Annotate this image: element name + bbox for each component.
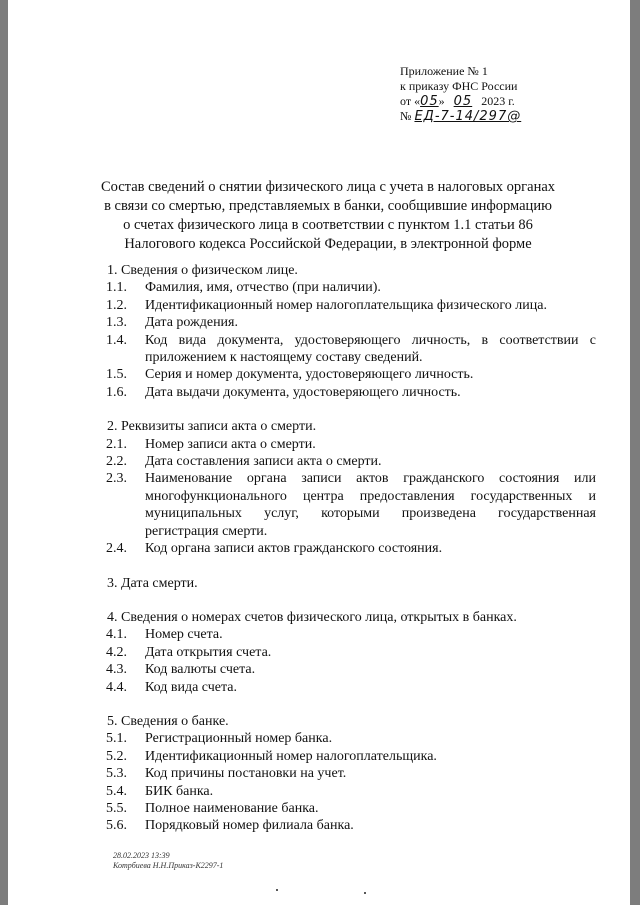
title-line: о счетах физического лица в соответствии с пунктом 1.1 статьи 86 bbox=[123, 217, 533, 233]
item-number: 5.4. bbox=[106, 783, 127, 799]
item-text: Код вида счета. bbox=[145, 679, 237, 695]
section-gap bbox=[106, 592, 596, 609]
list-item bbox=[106, 644, 596, 661]
date-prefix: от « bbox=[400, 94, 421, 108]
section-heading: 4. Сведения о номерах счетов физического лица, открытых в банках. bbox=[107, 609, 517, 625]
item-number: 1.1. bbox=[106, 280, 127, 296]
document-body bbox=[106, 262, 596, 835]
item-number: 1.4. bbox=[106, 332, 127, 348]
print-footer bbox=[113, 851, 223, 871]
number-value: ЕД-7-14/297@ bbox=[414, 109, 522, 124]
footer-author: Котрбиева Н.Н.Приказ-К2297-1 bbox=[113, 861, 224, 870]
list-item bbox=[106, 540, 596, 557]
list-item bbox=[106, 730, 596, 747]
list-item bbox=[106, 279, 596, 296]
section-heading: 5. Сведения о банке. bbox=[107, 713, 229, 729]
list-item bbox=[106, 366, 596, 383]
item-number: 4.3. bbox=[106, 662, 127, 678]
list-item bbox=[106, 661, 596, 678]
title-line: Состав сведений о снятии физического лица с учета в налоговых органах bbox=[100, 179, 556, 195]
list-item bbox=[106, 765, 596, 782]
list-item bbox=[106, 297, 596, 314]
item-text: Регистрационный номер банка. bbox=[145, 731, 333, 747]
scan-speck bbox=[364, 892, 366, 894]
order-reference: к приказу ФНС России bbox=[400, 79, 518, 93]
date-year: 2023 г. bbox=[481, 94, 515, 108]
item-number: 1.3. bbox=[106, 315, 127, 331]
item-text: Код причины постановки на учет. bbox=[145, 766, 347, 782]
item-text: Дата выдачи документа, удостоверяющего личность. bbox=[145, 384, 461, 400]
footer-timestamp: 28.02.2023 13:39 bbox=[113, 851, 170, 860]
item-number: 1.2. bbox=[106, 297, 127, 313]
item-number: 4.2. bbox=[106, 644, 127, 660]
title-line: в связи со смертью, представляемых в банки, сообщившие информацию bbox=[104, 198, 552, 214]
list-item bbox=[106, 384, 596, 401]
item-number: 5.1. bbox=[106, 731, 127, 747]
date-month: 05 bbox=[453, 94, 473, 109]
appendix-header bbox=[400, 64, 600, 124]
list-item bbox=[106, 626, 596, 643]
document-title bbox=[68, 178, 588, 254]
appendix-label: Приложение № 1 bbox=[400, 64, 488, 78]
item-number: 2.3. bbox=[106, 471, 127, 487]
item-number: 4.4. bbox=[106, 679, 127, 695]
item-text: Идентификационный номер налогоплательщика физического лица. bbox=[145, 297, 547, 313]
item-number: 2.1. bbox=[106, 436, 127, 452]
item-number: 5.5. bbox=[106, 800, 127, 816]
section-heading: 3. Дата смерти. bbox=[107, 575, 198, 591]
list-item bbox=[106, 314, 596, 331]
list-item bbox=[106, 748, 596, 765]
list-item bbox=[106, 679, 596, 696]
section-gap bbox=[106, 558, 596, 575]
item-text: Код органа записи актов гражданского состояния. bbox=[145, 541, 443, 557]
item-text: БИК банка. bbox=[145, 783, 214, 799]
item-text: Идентификационный номер налогоплательщика. bbox=[145, 748, 437, 764]
item-number: 4.1. bbox=[106, 627, 127, 643]
list-item bbox=[106, 817, 596, 834]
section-heading: 1. Сведения о физическом лице. bbox=[107, 263, 298, 278]
order-number bbox=[400, 109, 600, 124]
date-mid: » bbox=[438, 94, 445, 108]
list-item bbox=[106, 436, 596, 453]
item-text: Дата открытия счета. bbox=[145, 644, 272, 660]
list-item bbox=[106, 453, 596, 470]
item-text: Дата составления записи акта о смерти. bbox=[145, 454, 382, 470]
item-number: 5.3. bbox=[106, 766, 127, 782]
item-number: 5.6. bbox=[106, 818, 127, 834]
item-number: 2.2. bbox=[106, 454, 127, 470]
list-item bbox=[106, 800, 596, 817]
title-line: Налогового кодекса Российской Федерации, в электронной форме bbox=[124, 236, 532, 252]
number-prefix: № bbox=[400, 109, 412, 123]
item-text: Номер счета. bbox=[145, 627, 223, 643]
document-page bbox=[8, 0, 630, 905]
item-text: Номер записи акта о смерти. bbox=[145, 436, 316, 452]
item-text: Порядковый номер филиала банка. bbox=[145, 818, 354, 834]
item-text: Код вида документа, удостоверяющего личность, в соответствии с приложением к настоящему составу сведений. bbox=[145, 332, 596, 366]
scan-speck bbox=[276, 889, 278, 891]
section-gap bbox=[106, 696, 596, 713]
date-day: 05 bbox=[420, 94, 439, 109]
section-gap bbox=[106, 401, 596, 418]
item-text: Полное наименование банка. bbox=[145, 800, 319, 816]
item-text: Дата рождения. bbox=[145, 315, 238, 331]
order-date bbox=[400, 94, 600, 109]
list-item bbox=[106, 783, 596, 800]
list-item bbox=[106, 470, 596, 540]
list-item bbox=[106, 332, 596, 367]
item-text: Код валюты счета. bbox=[145, 662, 256, 678]
item-number: 2.4. bbox=[106, 541, 127, 557]
item-number: 1.6. bbox=[106, 384, 127, 400]
item-text: Серия и номер документа, удостоверяющего личность. bbox=[145, 367, 474, 383]
item-text: Фамилия, имя, отчество (при наличии). bbox=[145, 280, 381, 296]
section-heading: 2. Реквизиты записи акта о смерти. bbox=[107, 419, 317, 435]
item-number: 5.2. bbox=[106, 748, 127, 764]
item-number: 1.5. bbox=[106, 367, 127, 383]
item-text: Наименование органа записи актов гражданского состояния или многофункционального центра предоставления государственных и муниципальных услуг, которыми произведена государственная регистрация смерти. bbox=[145, 471, 596, 539]
